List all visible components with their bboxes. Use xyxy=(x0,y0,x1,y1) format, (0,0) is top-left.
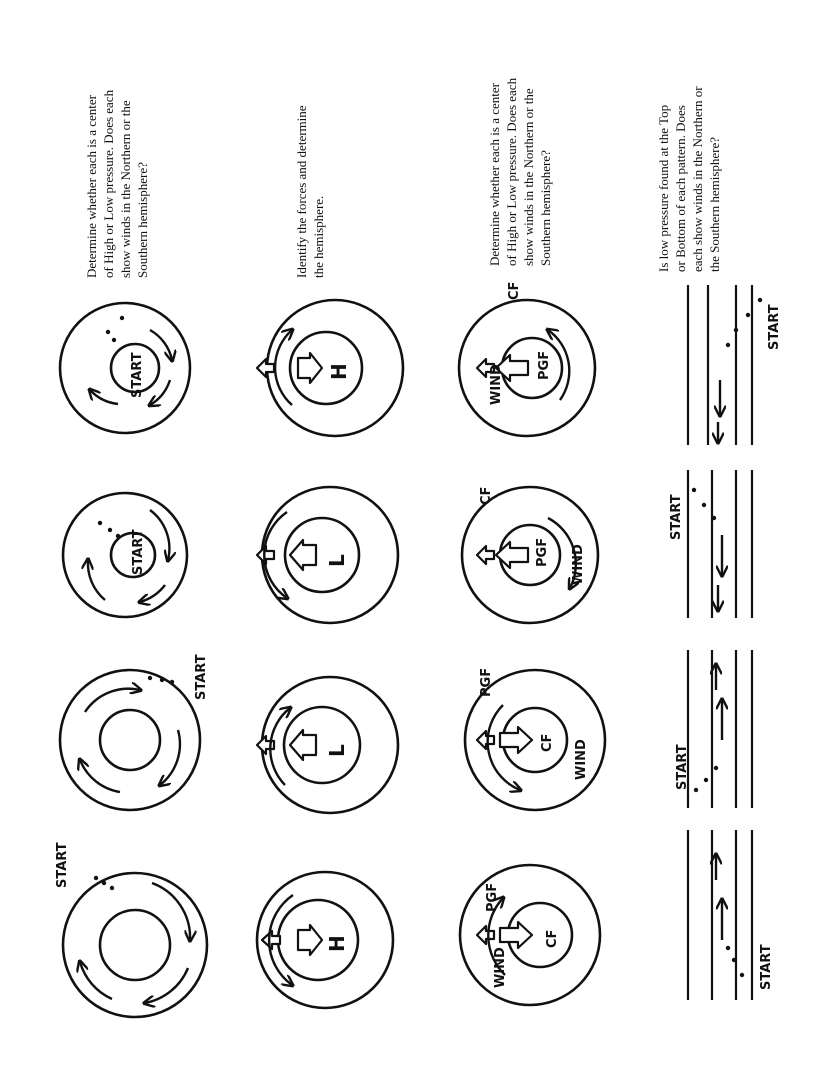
start-dot xyxy=(110,886,114,890)
trajectory-arrow xyxy=(160,730,180,785)
start-label: START xyxy=(675,744,690,790)
row1-panel1 xyxy=(55,842,207,1017)
start-dot xyxy=(102,881,106,885)
start-dot xyxy=(98,521,102,525)
row2-panel1 xyxy=(257,872,393,1008)
prompt-row4-line: the Southern hemisphere? xyxy=(707,136,722,272)
prompt-row4-line: or Bottom of each pattern. Does xyxy=(673,105,688,272)
center-letter: H xyxy=(325,935,349,952)
trajectory-arrow xyxy=(90,390,118,404)
start-dot xyxy=(112,338,116,342)
force-arrow-icon xyxy=(257,359,274,377)
outer-circle xyxy=(60,303,190,433)
start-label: START xyxy=(194,654,209,700)
trajectory-arrow xyxy=(145,968,188,1003)
row2-panel3 xyxy=(257,487,398,623)
prompt-row3-line: Southern hemisphere? xyxy=(538,150,553,266)
prompt-row1-text xyxy=(84,87,150,278)
prompt-box-row3 xyxy=(487,75,553,266)
prompt-row2-line: the hemisphere. xyxy=(311,195,326,278)
center-letter: L xyxy=(325,744,349,757)
force-arrow-icon xyxy=(477,731,494,749)
inner-circle xyxy=(100,710,160,770)
start-dot xyxy=(732,958,736,962)
start-dot xyxy=(726,946,730,950)
row2-panel4 xyxy=(257,300,403,436)
prompt-row4-line: each show winds in the Northern or xyxy=(690,86,705,272)
start-dot xyxy=(712,516,716,520)
center-letter: H xyxy=(327,363,351,380)
prompt-row4-line: Is low pressure found at the Top xyxy=(656,104,671,272)
start-dot xyxy=(734,328,738,332)
force-arrow-icon xyxy=(290,540,316,570)
force-arrow-icon xyxy=(500,922,532,948)
row4-panel2 xyxy=(675,650,752,808)
start-label: START xyxy=(759,944,774,990)
force-arrow-icon xyxy=(290,730,316,760)
prompt-row1-line: Determine whether each is a center xyxy=(84,95,99,278)
prompt-row2-text xyxy=(294,102,326,278)
row1-panel4 xyxy=(60,303,190,433)
start-dot xyxy=(740,973,744,977)
start-dot xyxy=(94,876,98,880)
start-dot xyxy=(120,316,124,320)
outer-circle xyxy=(63,873,207,1017)
inner-circle xyxy=(100,910,170,980)
start-dot xyxy=(160,678,164,682)
wind-label: WIND xyxy=(489,364,504,405)
start-dot xyxy=(702,503,706,507)
force-arrow-icon xyxy=(477,926,494,944)
force-arrow-icon xyxy=(298,925,322,955)
row3-panel4 xyxy=(459,282,595,436)
start-dot xyxy=(148,676,152,680)
inner-force-label: PGF xyxy=(535,537,550,567)
row2-panel2 xyxy=(257,677,398,813)
prompt-box-row4 xyxy=(656,83,722,272)
start-dot xyxy=(704,778,708,782)
wind-label: WIND xyxy=(574,739,589,780)
row3-panel2 xyxy=(465,668,605,810)
outer-force-label: CF xyxy=(507,281,522,300)
row3-panel3 xyxy=(462,487,598,623)
start-label: START xyxy=(130,352,145,398)
start-label: START xyxy=(131,529,146,575)
wind-label: WIND xyxy=(493,947,508,988)
prompt-row3-line: Determine whether each is a center xyxy=(487,83,502,266)
start-dot xyxy=(170,680,174,684)
prompt-row1-line: show winds in the Northern or the xyxy=(118,100,133,278)
inner-force-label: CF xyxy=(545,929,560,948)
row4-panel3 xyxy=(669,470,752,618)
start-label: START xyxy=(767,304,782,350)
start-dot xyxy=(106,330,110,334)
start-dot xyxy=(694,788,698,792)
trajectory-arrow xyxy=(140,585,165,602)
start-label: START xyxy=(55,842,70,888)
force-arrow-icon xyxy=(477,546,494,564)
trajectory-arrow xyxy=(88,560,105,600)
row4-panel4 xyxy=(688,285,782,445)
start-dot xyxy=(758,298,762,302)
prompt-row1-line: of High or Low pressure. Does each xyxy=(101,89,116,278)
start-dot xyxy=(108,528,112,532)
prompt-row2-line: Identify the forces and determine xyxy=(294,105,309,278)
wind-label: WIND xyxy=(571,544,586,585)
prompt-row4-text xyxy=(656,83,722,272)
start-dot xyxy=(726,343,730,347)
trajectory-arrow xyxy=(85,689,140,712)
prompt-row3-line: of High or Low pressure. Does each xyxy=(504,77,519,266)
prompt-row1-line: Southern hemisphere? xyxy=(135,162,150,278)
start-dot xyxy=(116,534,120,538)
center-letter: L xyxy=(325,554,349,567)
prompt-box-row1 xyxy=(84,87,150,278)
prompt-row3-text xyxy=(487,75,553,266)
trajectory-arrow xyxy=(150,510,169,560)
start-dot xyxy=(714,766,718,770)
prompt-row3-line: show winds in the Northern or the xyxy=(521,88,536,266)
row3-panel1 xyxy=(460,865,600,1005)
inner-force-label: PGF xyxy=(537,350,552,380)
trajectory-arrow xyxy=(150,330,172,360)
row4-panel1 xyxy=(688,830,774,1000)
outer-force-label: CF xyxy=(479,486,494,505)
start-dot xyxy=(692,488,696,492)
inner-force-label: CF xyxy=(540,733,555,752)
row1-panel2 xyxy=(60,654,209,810)
outer-force-label: PGF xyxy=(485,882,500,912)
prompt-box-row2 xyxy=(294,102,326,278)
row1-panel3 xyxy=(63,493,187,617)
start-label: START xyxy=(669,494,684,540)
force-arrow-icon xyxy=(298,353,322,383)
start-dot xyxy=(746,313,750,317)
outer-force-label: PGF xyxy=(479,667,494,697)
